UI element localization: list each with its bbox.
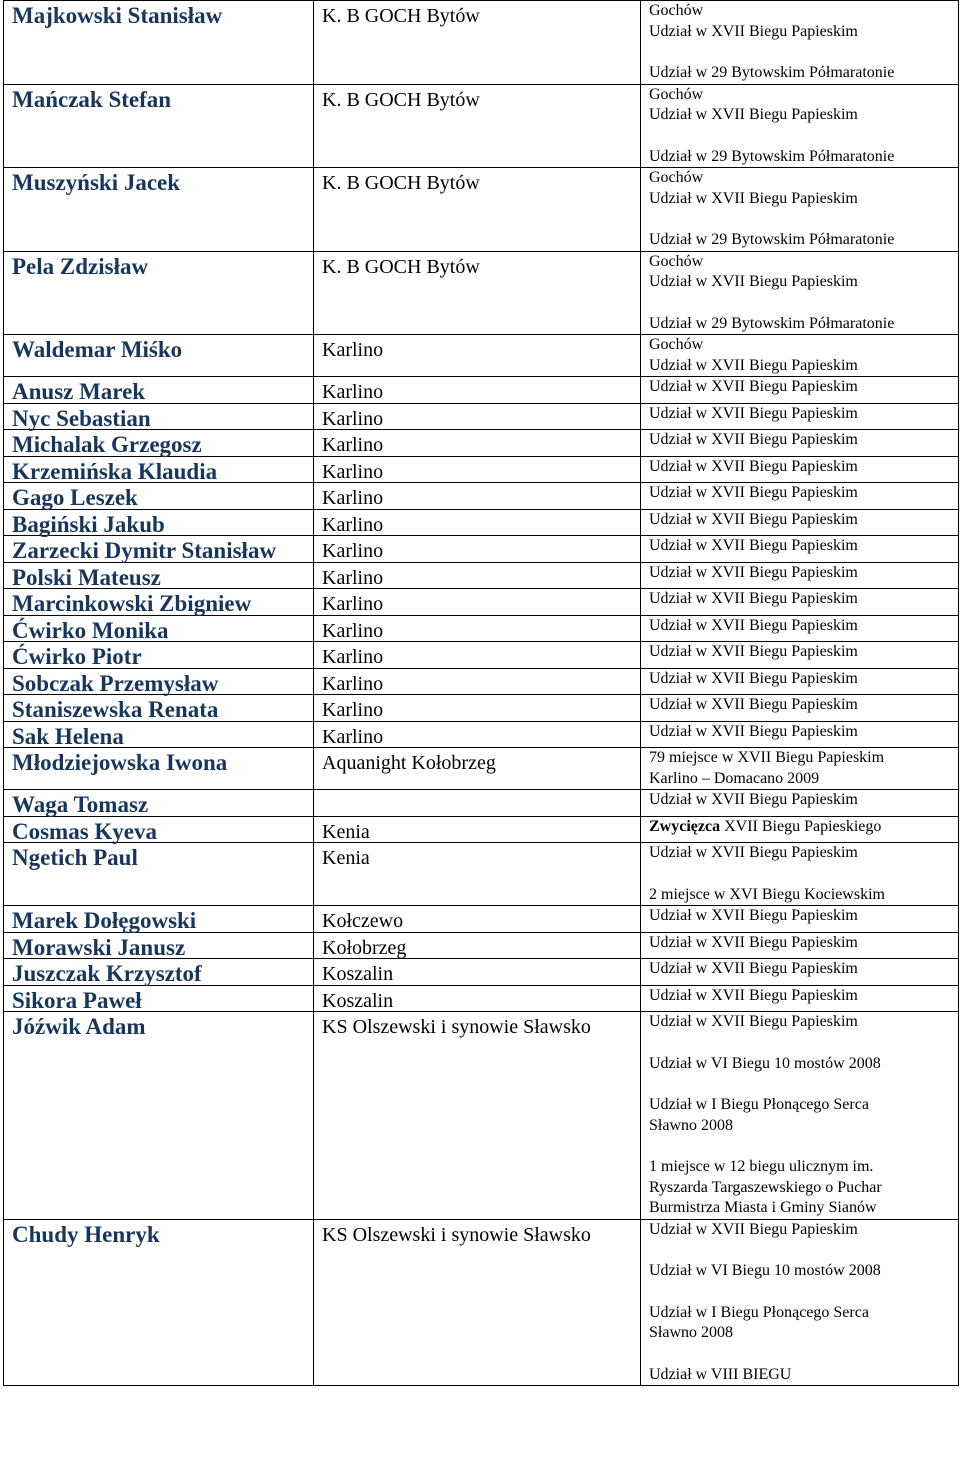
table-row [4,906,959,933]
table-row [4,985,959,1012]
runner-club: Karlino [314,589,641,616]
achievement-line: Gochów [649,85,704,103]
runner-name: Muszyński Jacek [4,168,314,252]
table-row [4,483,959,510]
runner-achievements [641,959,959,986]
runner-club: KS Olszewski i synowie Sławsko [314,1219,641,1386]
runner-club: Kołczewo [314,906,641,933]
achievement-line: Udział w XVII Biegu Papieskim [649,791,858,808]
line-gap [649,1282,958,1303]
achievement-line: Udział w I Biegu Płonącego Serca [649,1303,869,1321]
table-row [4,536,959,563]
runner-name: Zarzecki Dymitr Stanisław [4,536,314,563]
achievement-line: 2 miejsce w XVI Biegu Kociewskim [649,885,885,903]
line-gap [649,126,958,147]
runner-name: Młodziejowska Iwona [4,748,314,790]
line-gap [649,1344,958,1365]
runner-club: Karlino [314,377,641,404]
achievement-line: Udział w XVII Biegu Papieskim [649,669,858,687]
table-row [4,430,959,457]
table-row [4,668,959,695]
achievement-line: Gochów [649,169,704,186]
runner-name: Sobczak Przemysław [4,668,314,695]
runner-club: Kenia [314,843,641,906]
runner-achievements [641,377,959,404]
achievement-line: Udział w XVII Biegu Papieskim [649,457,858,475]
runner-achievements [641,748,959,790]
achievement-line: Udział w 29 Bytowskim Półmaratonie [649,64,895,81]
runner-achievements [641,721,959,748]
achievement-line: Udział w XVII Biegu Papieskim [649,510,858,528]
achievement-line: Udział w XVII Biegu Papieskim [649,273,858,290]
runner-club: Karlino [314,695,641,722]
runners-table [3,0,959,1386]
runner-achievements [641,456,959,483]
line-gap [649,293,958,314]
line-gap [649,1033,958,1054]
runner-achievements [641,843,959,906]
table-row [4,843,959,906]
runner-achievements [641,695,959,722]
runner-club: Karlino [314,562,641,589]
runner-club: Kenia [314,816,641,843]
line-gap [649,42,958,63]
runner-name: Waldemar Miśko [4,335,314,377]
table-row [4,748,959,790]
runner-name: Sak Helena [4,721,314,748]
achievement-line: Burmistrza Miasta i Gminy Sianów [649,1199,877,1216]
table-row [4,1219,959,1386]
achievement-line: Udział w XVII Biegu Papieskim [649,563,858,581]
line-gap [649,1136,958,1157]
achievement-highlight: Zwycięzca [649,817,721,835]
runner-achievements [641,642,959,669]
runner-achievements [641,168,959,252]
runner-name: Ngetich Paul [4,843,314,906]
achievement-line: Udział w XVII Biegu Papieskim [649,696,858,713]
runner-club: Karlino [314,721,641,748]
runner-name: Ćwirko Monika [4,615,314,642]
runner-achievements [641,483,959,510]
runner-club: K. B GOCH Bytów [314,1,641,85]
achievement-line: Sławno 2008 [649,1324,733,1341]
achievement-line: Sławno 2008 [649,1116,733,1134]
runner-achievements [641,985,959,1012]
achievement-line: Udział w XVII Biegu Papieskim [649,537,858,554]
runner-name: Pela Zdzisław [4,251,314,335]
table-row [4,959,959,986]
runner-achievements [641,84,959,168]
runner-name: Krzemińska Klaudia [4,456,314,483]
line-gap [649,209,958,230]
runner-achievements [641,536,959,563]
achievement-line: Udział w XVII Biegu Papieskim [649,907,858,924]
runner-club: Karlino [314,456,641,483]
runner-name: Michalak Grzegosz [4,430,314,457]
runner-club: K. B GOCH Bytów [314,168,641,252]
runner-club: Koszalin [314,985,641,1012]
runner-club: Karlino [314,509,641,536]
runner-name: Marcinkowski Zbigniew [4,589,314,616]
runner-name: Majkowski Stanisław [4,1,314,85]
achievement-line: 79 miejsce w XVII Biegu Papieskim [649,749,885,766]
achievement-line: Udział w XVII Biegu Papieskim [649,844,858,861]
achievement-line: Udział w 29 Bytowskim Półmaratonie [649,231,895,248]
runner-achievements [641,816,959,843]
table-row [4,1,959,85]
runner-club: Karlino [314,335,641,377]
runner-achievements [641,509,959,536]
table-row [4,615,959,642]
achievement-line: Udział w XVII Biegu Papieskim [649,106,858,123]
table-row [4,562,959,589]
achievement-line: Udział w VI Biegu 10 mostów 2008 [649,1054,881,1072]
runner-club [314,790,641,817]
achievement-line: Karlino – Domacano 2009 [649,769,820,787]
achievement-line: Udział w XVII Biegu Papieskim [649,189,858,207]
achievement-line: Udział w XVII Biegu Papieskim [649,1013,858,1030]
achievement-line: Gochów [649,252,704,270]
achievement-line: Udział w XVII Biegu Papieskim [649,404,858,422]
runner-name: Juszczak Krzysztof [4,959,314,986]
table-row [4,932,959,959]
runner-club: Karlino [314,615,641,642]
achievement-line: Gochów [649,336,704,353]
achievement-line: Gochów [649,2,704,19]
runner-club: Koszalin [314,959,641,986]
table-row [4,721,959,748]
runner-club: Karlino [314,668,641,695]
table-row [4,377,959,404]
achievement-line: Udział w XVII Biegu Papieskim [649,378,858,395]
achievement-line: Udział w XVII Biegu Papieskim [649,986,858,1004]
runner-achievements [641,562,959,589]
runner-achievements [641,335,959,377]
achievement-line: Udział w XVII Biegu Papieskim [649,356,858,374]
table-row [4,790,959,817]
runner-name: Sikora Paweł [4,985,314,1012]
runner-name: Polski Mateusz [4,562,314,589]
runner-name: Waga Tomasz [4,790,314,817]
achievement-line: Udział w XVII Biegu Papieskim [649,590,858,607]
achievement-line: Udział w 29 Bytowskim Półmaratonie [649,314,895,332]
runner-name: Jóźwik Adam [4,1012,314,1220]
runner-achievements [641,790,959,817]
runner-name: Gago Leszek [4,483,314,510]
table-row [4,84,959,168]
runner-club: Aquanight Kołobrzeg [314,748,641,790]
table-row [4,168,959,252]
runners-table-body [4,1,959,1386]
achievement-line: Udział w XVII Biegu Papieskim [649,22,858,40]
runner-achievements [641,430,959,457]
runner-name: Marek Dołęgowski [4,906,314,933]
runner-name: Morawski Janusz [4,932,314,959]
runner-achievements [641,615,959,642]
runner-club: K. B GOCH Bytów [314,251,641,335]
table-row [4,816,959,843]
runner-club: Karlino [314,642,641,669]
achievement-line: Udział w I Biegu Płonącego Serca [649,1096,869,1113]
runner-achievements [641,668,959,695]
achievement-line: Udział w XVII Biegu Papieskim [649,484,858,501]
runner-achievements [641,1219,959,1386]
table-row [4,589,959,616]
runner-achievements [641,589,959,616]
runner-club: Karlino [314,403,641,430]
line-gap [649,1074,958,1095]
table-row [4,1012,959,1220]
runner-club: Karlino [314,536,641,563]
achievement-line: 1 miejsce w 12 biegu ulicznym im. [649,1158,874,1175]
table-row [4,509,959,536]
runner-achievements [641,251,959,335]
runner-name: Nyc Sebastian [4,403,314,430]
runner-achievements [641,932,959,959]
achievement-line: Udział w VI Biegu 10 mostów 2008 [649,1262,881,1279]
runner-achievements [641,1,959,85]
achievement-line: Udział w XVII Biegu Papieskim [649,722,858,740]
achievement-line: Udział w XVII Biegu Papieskim [649,643,858,660]
runner-club: Karlino [314,430,641,457]
line-gap [649,864,958,885]
runner-achievements [641,403,959,430]
table-row [4,251,959,335]
runner-name: Chudy Henryk [4,1219,314,1386]
achievement-line: Udział w VIII BIEGU [649,1365,792,1383]
table-row [4,403,959,430]
runner-club: Kołobrzeg [314,932,641,959]
runner-achievements [641,906,959,933]
runner-club: Karlino [314,483,641,510]
achievement-line: Udział w XVII Biegu Papieskim [649,1220,858,1238]
table-row [4,695,959,722]
achievement-line: Udział w 29 Bytowskim Półmaratonie [649,147,895,165]
table-row [4,335,959,377]
achievement-line: Udział w XVII Biegu Papieskim [649,960,858,977]
line-gap [649,1240,958,1261]
achievement-line: Ryszarda Targaszewskiego o Puchar [649,1178,882,1196]
table-row [4,456,959,483]
table-row [4,642,959,669]
runner-achievements [641,1012,959,1220]
achievement-line: Udział w XVII Biegu Papieskim [649,933,858,951]
runner-name: Staniszewska Renata [4,695,314,722]
runner-name: Anusz Marek [4,377,314,404]
achievement-line: Zwycięzca XVII Biegu Papieskiego [649,817,882,835]
runner-name: Cosmas Kyeva [4,816,314,843]
runner-club: K. B GOCH Bytów [314,84,641,168]
runner-name: Ćwirko Piotr [4,642,314,669]
achievement-line: Udział w XVII Biegu Papieskim [649,431,858,448]
runner-club: KS Olszewski i synowie Sławsko [314,1012,641,1220]
runner-name: Bagiński Jakub [4,509,314,536]
runner-name: Mańczak Stefan [4,84,314,168]
achievement-line: Udział w XVII Biegu Papieskim [649,616,858,634]
